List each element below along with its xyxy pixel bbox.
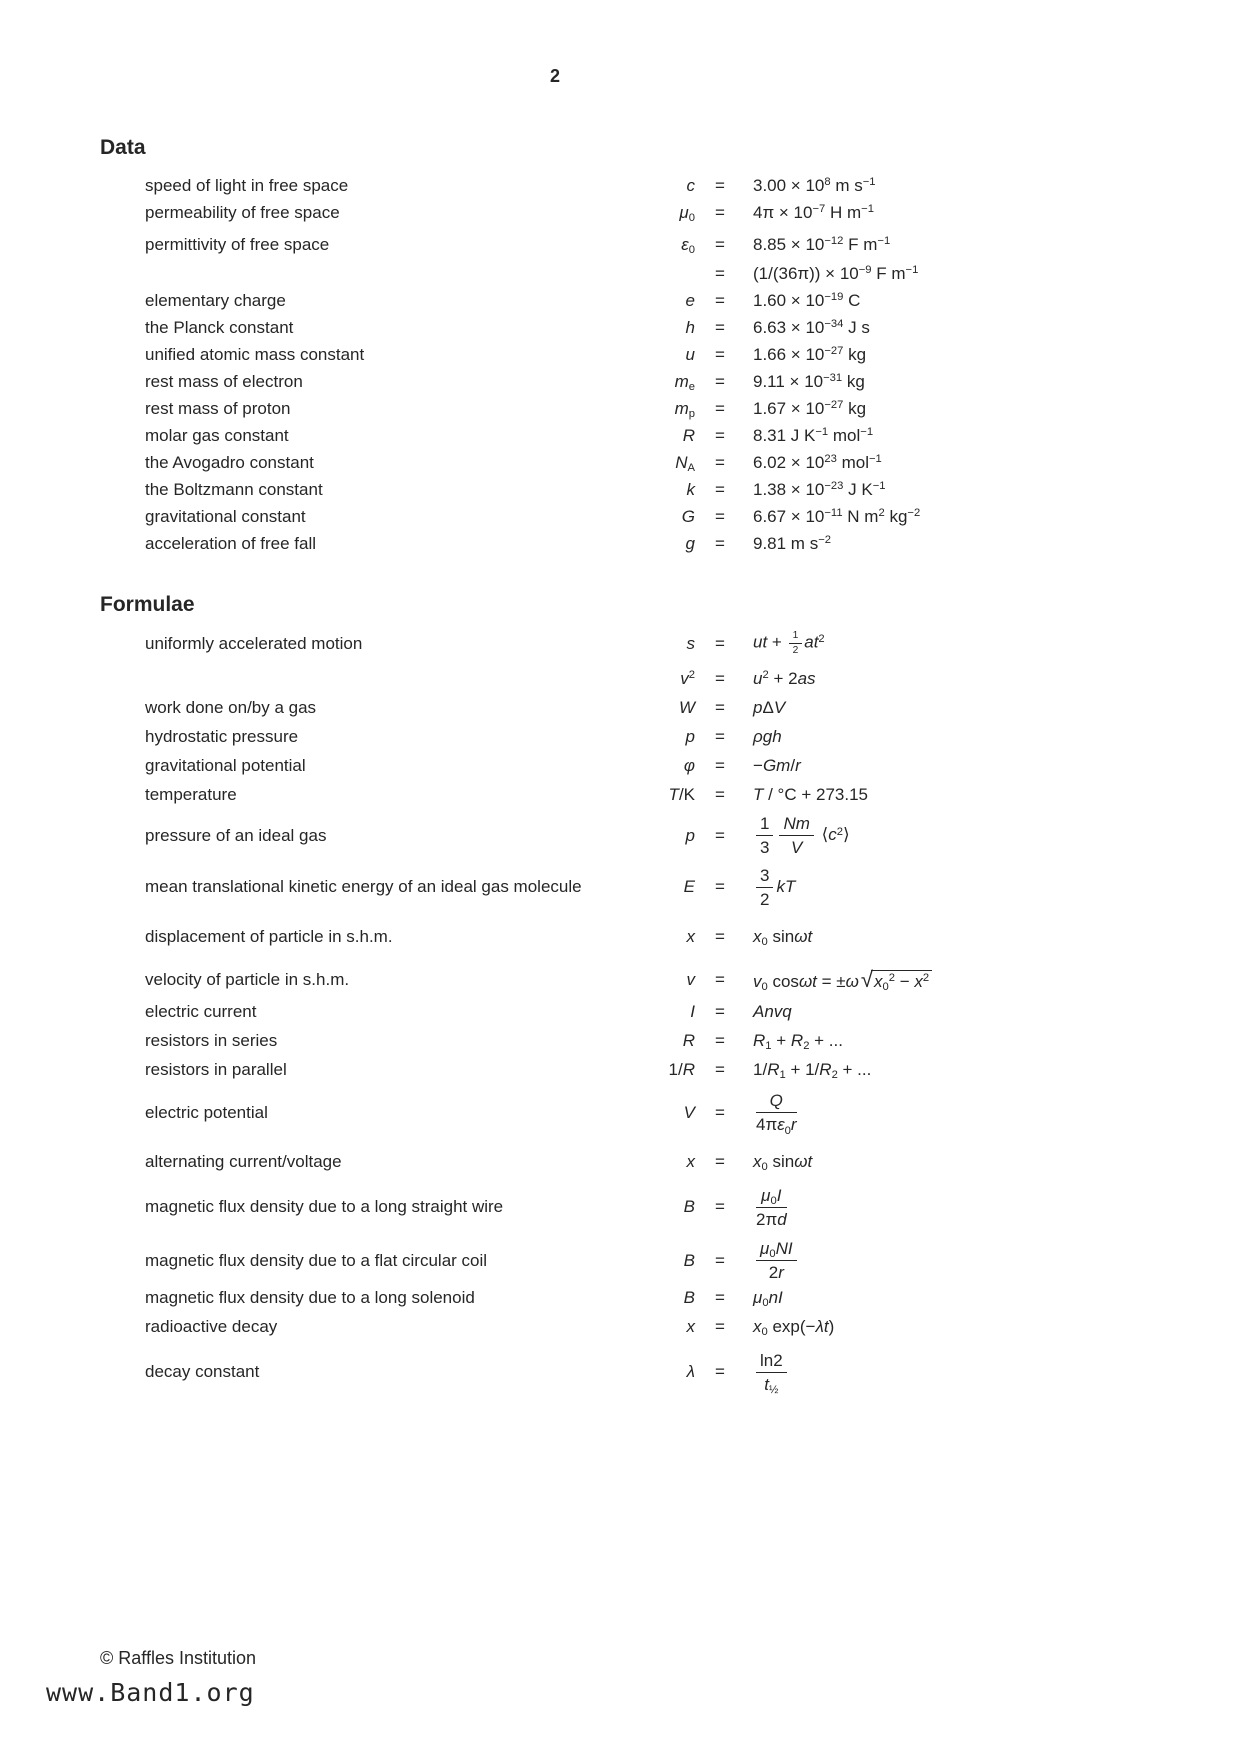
- formula-value: $x_0$ sinωt: [753, 926, 813, 948]
- formula-row: [100, 865, 1179, 911]
- equals-sign: =: [715, 371, 725, 391]
- formula-quantity-label: work done on/by a gas: [145, 697, 317, 717]
- equals-sign: =: [715, 1059, 725, 1079]
- formula-value: $\frac{1}{3}$ $\frac{Nm}{V}$ $⟨c^2⟩$: [745, 813, 1179, 859]
- formula-symbol: x: [686, 1152, 695, 1171]
- data-row: [100, 449, 1179, 476]
- equals-sign: =: [715, 1102, 725, 1122]
- equals-sign: =: [715, 668, 725, 688]
- equals-sign: =: [715, 202, 725, 222]
- equals-sign: =: [715, 1001, 725, 1021]
- formula-symbol: $v^2$: [680, 668, 695, 688]
- data-value: $9.11 \times 10^{-31}$ kg: [753, 371, 865, 391]
- formula-symbol: I: [690, 1001, 695, 1021]
- data-quantity-label: rest mass of electron: [145, 371, 303, 391]
- formula-symbol: x: [686, 926, 695, 946]
- formula-value: [745, 1185, 1179, 1231]
- square-root: √ $x_0^2 - x^2$: [861, 969, 932, 992]
- fraction: $\frac{3}{2}$: [756, 865, 773, 911]
- formula-symbol: p: [685, 726, 695, 746]
- data-row: [100, 314, 1179, 341]
- formula-value: pΔV: [753, 697, 786, 717]
- equals-sign: =: [715, 1030, 725, 1050]
- formula-quantity-label: uniformly accelerated motion: [145, 633, 363, 653]
- data-row: [100, 199, 1179, 226]
- formula-quantity-label: pressure of an ideal gas: [145, 825, 327, 845]
- formula-row: [100, 1185, 1179, 1231]
- formula-row: [100, 780, 1179, 809]
- formula-row: [100, 722, 1179, 751]
- formula-row: [100, 1350, 1179, 1396]
- equals-sign: =: [715, 290, 725, 310]
- data-quantity-label: elementary charge: [145, 290, 286, 310]
- formula-symbol: B: [683, 1288, 695, 1307]
- formula-quantity-label: magnetic flux density due to a long straight wire: [145, 1197, 504, 1217]
- data-symbol: c: [686, 175, 695, 195]
- formula-value: ρgh: [753, 726, 782, 746]
- formula-value: $R_1 + R_2$ + ...: [753, 1030, 843, 1052]
- data-symbol: R: [682, 425, 695, 445]
- data-row: [100, 172, 1179, 199]
- equals-sign: =: [715, 877, 725, 897]
- data-quantity-label: the Boltzmann constant: [145, 479, 323, 499]
- formula-row: [100, 963, 1179, 997]
- formula-row: [100, 751, 1179, 780]
- formula-value: $1/R_1 + 1/R_2$ + ...: [753, 1059, 872, 1081]
- formula-quantity-label: magnetic flux density due to a long solenoid: [145, 1288, 475, 1307]
- formula-value: [745, 1350, 1179, 1396]
- equals-sign: =: [715, 398, 725, 418]
- data-symbol: e: [685, 290, 695, 310]
- formula-value: ut + $\frac{1}{2}$ $at^2$: [753, 630, 825, 656]
- data-value: $6.02 \times 10^{23}$ mol$^{-1}$: [753, 452, 882, 472]
- data-quantity-label: molar gas constant: [145, 425, 289, 445]
- data-value: 8.31 J $K^{-1}$ mol$^{-1}$: [753, 425, 874, 445]
- data-row: [100, 395, 1179, 422]
- formula-value: T / °C + 273.15: [753, 784, 869, 804]
- equals-sign: =: [715, 1288, 725, 1307]
- equals-sign: =: [715, 425, 725, 445]
- formula-value: $v_0$ cosωt = ±ω √ $x_0^2 - x^2$: [745, 969, 1179, 992]
- formula-value: $x_0$ exp(−λt): [753, 1317, 835, 1339]
- data-row: [100, 476, 1179, 503]
- data-symbol: $m_p$: [674, 398, 695, 420]
- formula-row: [100, 1313, 1179, 1342]
- data-row: [100, 287, 1179, 314]
- data-value: $1.38 \times 10^{-23}$ J $K^{-1}$: [753, 479, 886, 499]
- formula-symbol: V: [683, 1102, 695, 1122]
- equals-sign: =: [715, 1250, 725, 1270]
- data-value: $1.67 \times 10^{-27}$ kg: [753, 398, 867, 418]
- formulae-heading: Formulae: [100, 593, 195, 616]
- equals-sign: =: [715, 344, 725, 364]
- equals-sign: =: [715, 234, 725, 254]
- fraction: $\frac{Nm}{V}$: [779, 813, 813, 859]
- data-row: [100, 422, 1179, 449]
- formula-quantity-label: alternating current/voltage: [145, 1152, 342, 1171]
- equals-sign: =: [715, 175, 725, 195]
- data-row: [100, 231, 1179, 258]
- formula-row: [100, 693, 1179, 722]
- formula-row: [100, 922, 1179, 951]
- equals-sign: =: [715, 784, 725, 804]
- data-value: $1.66 \times 10^{-27}$ kg: [753, 344, 867, 364]
- equals-sign: =: [715, 1362, 725, 1382]
- data-symbol: g: [685, 533, 695, 553]
- copyright-notice: © Raffles Institution: [100, 1648, 257, 1668]
- formula-row: [100, 1055, 1179, 1084]
- formula-row: [100, 629, 1179, 658]
- data-value: $6.63 \times 10^{-34}$ J s: [753, 317, 870, 337]
- formula-quantity-label: displacement of particle in s.h.m.: [145, 926, 393, 946]
- data-quantity-label: speed of light in free space: [145, 175, 349, 195]
- formula-value: [745, 1090, 1179, 1136]
- data-quantity-label: permittivity of free space: [145, 234, 330, 254]
- equals-sign: =: [715, 533, 725, 553]
- formula-value: $\mu_0nI$: [753, 1288, 783, 1310]
- equals-sign: =: [715, 726, 725, 746]
- formula-symbol: B: [683, 1197, 695, 1217]
- data-row: [100, 260, 1179, 287]
- data-symbol: $m_e$: [674, 371, 695, 393]
- formula-row: [100, 813, 1179, 859]
- data-symbol: h: [685, 317, 695, 337]
- formula-quantity-label: gravitational potential: [145, 755, 306, 775]
- data-quantity-label: gravitational constant: [145, 506, 306, 526]
- formula-symbol: R: [682, 1030, 695, 1050]
- equals-sign: =: [715, 825, 725, 845]
- formula-row: [100, 664, 1179, 693]
- data-row: [100, 530, 1179, 557]
- fraction: $\frac{Q}{4\pi\varepsilon_0r}$: [756, 1091, 797, 1137]
- page-number: 2: [549, 66, 560, 86]
- formula-symbol: T/K: [668, 784, 695, 804]
- equals-sign: =: [715, 926, 725, 946]
- formula-row: [100, 1090, 1179, 1136]
- data-value: $3.00 \times 10^8$ m $s^{-1}$: [753, 175, 876, 195]
- fraction: $\frac{\mu_0NI}{2r}$: [756, 1238, 797, 1284]
- fraction: $\frac{\ln 2}{t_{\frac{1}{2}}}$: [756, 1350, 787, 1396]
- formula-symbol: W: [678, 697, 695, 717]
- data-row: [100, 503, 1179, 530]
- data-quantity-label: acceleration of free fall: [145, 533, 317, 553]
- formula-quantity-label: magnetic flux density due to a flat circular coil: [145, 1250, 488, 1270]
- data-value: $4\pi \times 10^{-7}$ H $m^{-1}$: [753, 202, 874, 222]
- formula-quantity-label: temperature: [145, 784, 237, 804]
- formula-symbol: s: [686, 633, 695, 653]
- data-value: $6.67 \times 10^{-11}$ N $m^2$ $kg^{-2}$: [753, 506, 921, 526]
- data-symbol: $N_A$: [675, 452, 695, 474]
- data-value: $1.60 \times 10^{-19}$ C: [753, 290, 861, 310]
- formula-quantity-label: hydrostatic pressure: [145, 726, 299, 746]
- data-value: $8.85 \times 10^{-12}$ F $m^{-1}$: [753, 234, 891, 254]
- data-quantity-label: rest mass of proton: [145, 398, 291, 418]
- equals-sign: =: [715, 1152, 725, 1171]
- data-quantity-label: unified atomic mass constant: [145, 344, 365, 364]
- website-watermark: www.Band1.org: [46, 1678, 255, 1707]
- data-section: [100, 136, 1179, 557]
- data-symbol: $\mu_0$: [679, 202, 695, 224]
- data-rows: [100, 172, 1179, 557]
- formula-symbol: λ: [686, 1362, 695, 1382]
- equals-sign: =: [715, 479, 725, 499]
- data-row: [100, 341, 1179, 368]
- formula-symbol: B: [683, 1250, 695, 1270]
- fraction: $\frac{1}{3}$: [756, 813, 773, 859]
- formula-symbol: 1/R: [668, 1059, 695, 1079]
- data-symbol: G: [681, 506, 695, 526]
- data-symbol: u: [685, 344, 695, 364]
- formula-rows: [100, 629, 1179, 1395]
- equals-sign: =: [715, 633, 725, 653]
- formula-quantity-label: resistors in series: [145, 1030, 278, 1050]
- formula-row: [100, 1148, 1179, 1177]
- formula-quantity-label: electric current: [145, 1001, 257, 1021]
- formula-quantity-label: resistors in parallel: [145, 1059, 287, 1079]
- fraction: $\frac{1}{2}$: [789, 630, 803, 656]
- data-row: [100, 368, 1179, 395]
- formula-quantity-label: velocity of particle in s.h.m.: [145, 970, 350, 989]
- formula-value: [745, 1238, 1179, 1284]
- equals-sign: =: [715, 1317, 725, 1336]
- formula-row: [100, 1238, 1179, 1284]
- formula-value: Anvq: [753, 1001, 792, 1021]
- formula-symbol: p: [685, 825, 695, 845]
- formula-quantity-label: radioactive decay: [145, 1317, 278, 1336]
- equals-sign: =: [715, 506, 725, 526]
- formula-value: −Gm/r: [753, 755, 801, 775]
- formula-row: [100, 997, 1179, 1026]
- formula-quantity-label: decay constant: [145, 1362, 260, 1382]
- formula-quantity-label: mean translational kinetic energy of an ideal gas molecule: [145, 877, 582, 897]
- formula-symbol: v: [686, 970, 695, 989]
- data-quantity-label: permeability of free space: [145, 202, 340, 222]
- equals-sign: =: [715, 697, 725, 717]
- formula-symbol: φ: [683, 755, 695, 775]
- formula-quantity-label: electric potential: [145, 1102, 268, 1122]
- formula-row: [100, 1026, 1179, 1055]
- data-quantity-label: the Avogadro constant: [145, 452, 314, 472]
- data-value: 9.81 m $s^{-2}$: [753, 533, 831, 553]
- data-symbol: k: [686, 479, 695, 499]
- fraction: $\frac{\mu_0I}{2\pi d}$: [756, 1185, 787, 1229]
- formula-symbol: x: [686, 1317, 695, 1336]
- data-heading: Data: [100, 136, 146, 159]
- equals-sign: =: [715, 970, 725, 989]
- equals-sign: =: [715, 317, 725, 337]
- formula-row: [100, 1284, 1179, 1313]
- formula-value: $\frac{3}{2}$ kT: [745, 865, 1179, 911]
- equals-sign: =: [715, 452, 725, 472]
- data-quantity-label: the Planck constant: [145, 317, 294, 337]
- equals-sign: =: [715, 755, 725, 775]
- formulae-section: [100, 593, 1179, 1395]
- formula-symbol: E: [683, 877, 695, 897]
- data-value: $(1/(36\pi)) \times 10^{-9}$ F $m^{-1}$: [753, 263, 919, 283]
- data-symbol: $\varepsilon_0$: [681, 234, 695, 256]
- formula-value: $x_0$ sinωt: [753, 1152, 813, 1174]
- equals-sign: =: [715, 263, 725, 283]
- formula-value: $u^2 + 2as$: [753, 668, 816, 688]
- equals-sign: =: [715, 1197, 725, 1217]
